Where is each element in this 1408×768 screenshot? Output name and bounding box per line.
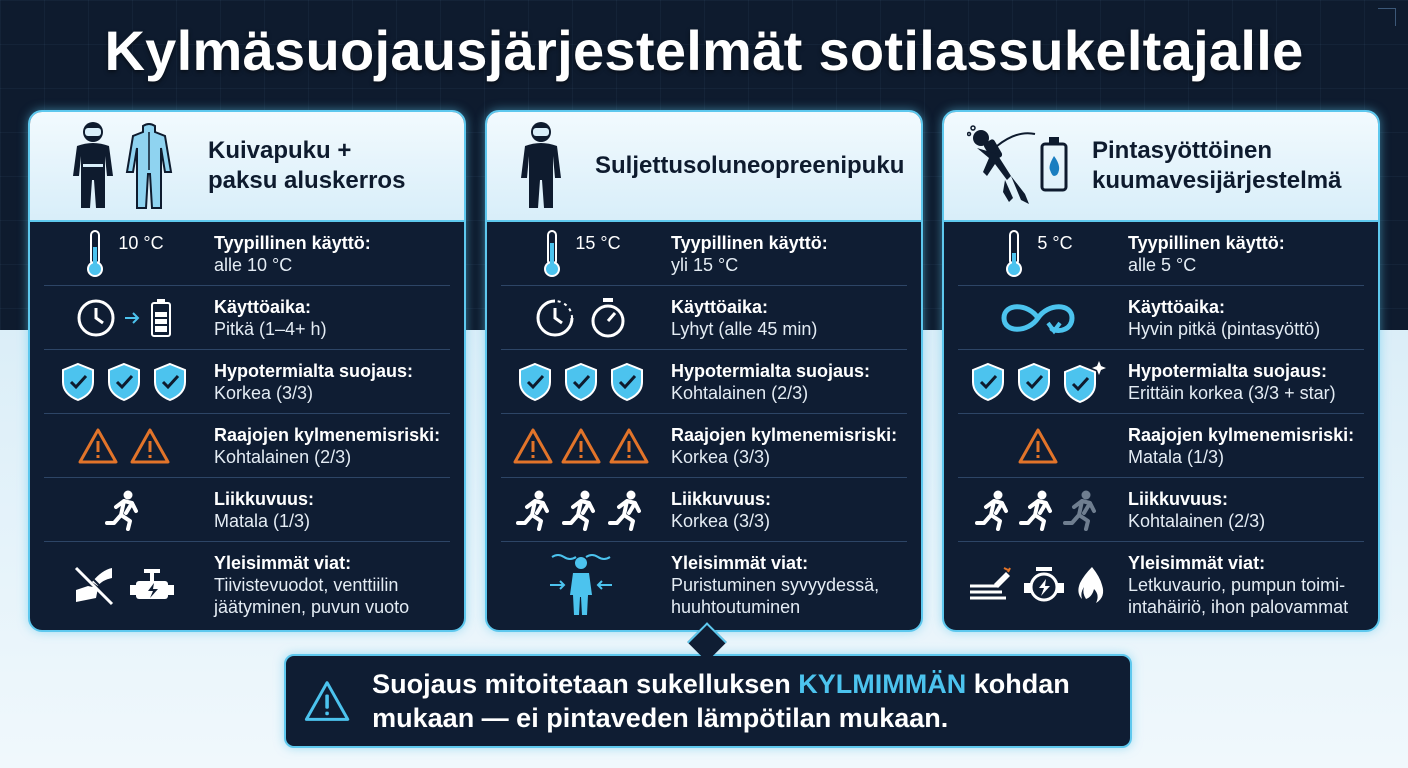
row-label: Yleisimmät viat: (671, 553, 809, 573)
row-value: Hyvin pitkä (pintasyöttö) (1128, 318, 1321, 339)
row-icon-cell (501, 551, 661, 619)
stopwatch-icon (589, 297, 627, 339)
row-text (1128, 360, 1336, 404)
row-mobility (958, 478, 1364, 542)
runner-icon (974, 489, 1014, 531)
row-text (214, 296, 327, 340)
row-icon-cell (44, 564, 204, 606)
row-label: Raajojen kylmenemisriski: (1128, 424, 1355, 445)
thermometer-icon (84, 229, 106, 279)
row-icon-cell (958, 360, 1118, 404)
row-text (671, 552, 879, 618)
row-mobility (44, 478, 450, 542)
card-rows (30, 222, 464, 628)
card-drysuit (28, 110, 466, 632)
row-typical-use (958, 222, 1364, 286)
key-takeaway-banner (284, 654, 1132, 748)
shield-icon (106, 362, 142, 402)
card-header (30, 112, 464, 222)
temperature-value: 10 °C (118, 232, 164, 253)
card-header-icons (44, 118, 194, 214)
row-value: Matala (1/3) (214, 510, 311, 531)
row-value: Lyhyt (alle 45 min) (671, 318, 818, 339)
row-label: Raajojen kylmenemisriski: (214, 424, 441, 445)
row-text (1128, 296, 1320, 340)
row-text (671, 296, 817, 340)
warning-icon (608, 427, 650, 465)
row-duration (958, 286, 1364, 350)
warning-icon (77, 427, 119, 465)
clock-icon (535, 298, 575, 338)
row-label: Käyttöaika: (671, 296, 769, 317)
card-title: Suljettusoluneopreenipuku (595, 152, 905, 179)
card-neoprene-suit (485, 110, 923, 632)
row-icon-cell (958, 427, 1118, 465)
row-typical-use (501, 222, 907, 286)
clock-icon (76, 298, 116, 338)
runner-icon (561, 489, 601, 531)
row-label: Tyypillinen käyttö: (214, 232, 371, 253)
row-label: Hypotermialta suojaus: (214, 360, 414, 381)
row-hypothermia-protection (958, 350, 1364, 414)
hose-damage-icon (968, 566, 1012, 604)
frozen-valve-icon (130, 565, 176, 605)
row-icon-cell (958, 565, 1118, 605)
row-icon-cell (44, 427, 204, 465)
row-text (1128, 232, 1285, 276)
row-label: Raajojen kylmenemisriski: (671, 424, 898, 445)
row-value: alle 10 °C (214, 254, 293, 275)
battery-icon (150, 298, 172, 338)
diver-in-drysuit-icon (65, 120, 121, 212)
row-icon-cell (501, 362, 661, 402)
row-value: Kohtalainen (2/3) (1128, 510, 1266, 531)
card-rows (944, 222, 1378, 628)
shield-icon (563, 362, 599, 402)
shield-icon (517, 362, 553, 402)
card-hot-water-system (942, 110, 1380, 632)
row-hypothermia-protection (501, 350, 907, 414)
row-text (671, 232, 828, 276)
card-header-icons (958, 118, 1078, 214)
row-icon-cell (44, 489, 204, 531)
row-text (1128, 552, 1348, 618)
shield-icon (60, 362, 96, 402)
thermometer-icon (541, 229, 563, 279)
row-text (1128, 488, 1265, 532)
row-value: alle 5 °C (1128, 254, 1197, 275)
row-text (671, 488, 771, 532)
row-value: yli 15 °C (671, 254, 739, 275)
arrow-right-icon (124, 311, 142, 325)
compression-icon (546, 551, 616, 619)
runner-icon (104, 489, 144, 531)
row-value: Pitkä (1–4+ h) (214, 318, 327, 339)
card-title: Pintasyöttöinen kuumavesijärjestelmä (1092, 137, 1342, 194)
row-label: Tyypillinen käyttö: (1128, 232, 1285, 253)
temperature-value: 15 °C (575, 232, 621, 253)
banner-highlight: KYLMIMMÄN (798, 669, 967, 699)
card-rows (487, 222, 921, 628)
shield-icon (152, 362, 188, 402)
row-value: Kohtalainen (2/3) (671, 382, 809, 403)
row-label: Yleisimmät viat: (1128, 553, 1266, 573)
row-value: Letkuvaurio, pumpun toimi- intahäiriö, ihon palovammat (1128, 575, 1349, 617)
runner-icon (607, 489, 647, 531)
banner-text-after: kohdan mukaan — ei pintaveden lämpötilan mukaan. (372, 669, 1070, 733)
row-label: Liikkuvuus: (671, 488, 772, 509)
row-mobility (501, 478, 907, 542)
row-value: Puristuminen syvyydessä, huuhtoutuminen (671, 575, 880, 617)
row-label: Yleisimmät viat: (214, 553, 352, 573)
warning-icon (512, 427, 554, 465)
row-icon-cell (44, 362, 204, 402)
runner-icon (1018, 489, 1058, 531)
row-value: Korkea (3/3) (671, 446, 771, 467)
shield-icon (609, 362, 645, 402)
runner-icon-dimmed (1062, 489, 1102, 531)
row-icon-cell (958, 299, 1118, 337)
row-value: Korkea (3/3) (671, 510, 771, 531)
row-icon-cell (501, 489, 661, 531)
warning-icon (560, 427, 602, 465)
row-hypothermia-protection (44, 350, 450, 414)
row-icon-cell (501, 229, 661, 279)
card-header (944, 112, 1378, 222)
thermometer-icon (1003, 229, 1025, 279)
diver-in-wetsuit-icon (515, 120, 567, 212)
row-text (671, 360, 870, 404)
banner-text (372, 667, 1130, 735)
shield-star-icon (1062, 360, 1106, 404)
pump-icon (1022, 565, 1066, 605)
row-duration (44, 286, 450, 350)
row-text (214, 552, 409, 618)
row-icon-cell (958, 489, 1118, 531)
row-text (214, 488, 314, 532)
row-icon-cell (44, 298, 204, 338)
row-label: Liikkuvuus: (1128, 488, 1229, 509)
row-limb-cold-risk (44, 414, 450, 478)
warning-icon (304, 666, 350, 736)
row-text (214, 232, 371, 276)
row-label: Hypotermialta suojaus: (1128, 360, 1328, 381)
row-text (671, 424, 897, 468)
row-value: Matala (1/3) (1128, 446, 1225, 467)
heater-unit-icon (1039, 136, 1069, 196)
shield-icon (1016, 362, 1052, 402)
row-icon-cell (958, 229, 1118, 279)
row-label: Käyttöaika: (1128, 296, 1226, 317)
row-text (214, 360, 413, 404)
row-icon-cell (501, 297, 661, 339)
row-icon-cell (44, 229, 204, 279)
row-label: Tyypillinen käyttö: (671, 232, 828, 253)
row-value: Korkea (3/3) (214, 382, 314, 403)
row-label: Liikkuvuus: (214, 488, 315, 509)
row-value: Erittäin korkea (3/3 + star) (1128, 382, 1336, 403)
row-limb-cold-risk (501, 414, 907, 478)
row-duration (501, 286, 907, 350)
row-value: Tiivistevuodot, venttiilin jäätyminen, puvun vuoto (214, 575, 410, 617)
row-typical-use (44, 222, 450, 286)
row-common-faults (958, 542, 1364, 628)
runner-icon (515, 489, 555, 531)
broken-seal-icon (72, 564, 116, 606)
undersuit-icon (125, 120, 173, 212)
row-limb-cold-risk (958, 414, 1364, 478)
shield-icon (970, 362, 1006, 402)
row-value: Kohtalainen (2/3) (214, 446, 352, 467)
fire-icon (1076, 565, 1108, 605)
infinity-icon (998, 299, 1078, 337)
page-title: Kylmäsuojausjärjestelmät sotilassukeltajalle (104, 19, 1304, 82)
card-header (487, 112, 921, 222)
card-title: Kuivapuku + paksu aluskerros (208, 137, 406, 194)
warning-icon (129, 427, 171, 465)
row-label: Hypotermialta suojaus: (671, 360, 871, 381)
banner-text-before: Suojaus mitoitetaan sukelluksen (372, 669, 799, 699)
card-header-icons (501, 118, 581, 214)
temperature-value: 5 °C (1037, 232, 1073, 253)
row-text (214, 424, 440, 468)
row-icon-cell (501, 427, 661, 465)
row-common-faults (44, 542, 450, 628)
row-text (1128, 424, 1354, 468)
row-label: Käyttöaika: (214, 296, 312, 317)
warning-icon (1017, 427, 1059, 465)
surface-supplied-diver-icon (967, 124, 1039, 208)
row-common-faults (501, 542, 907, 628)
